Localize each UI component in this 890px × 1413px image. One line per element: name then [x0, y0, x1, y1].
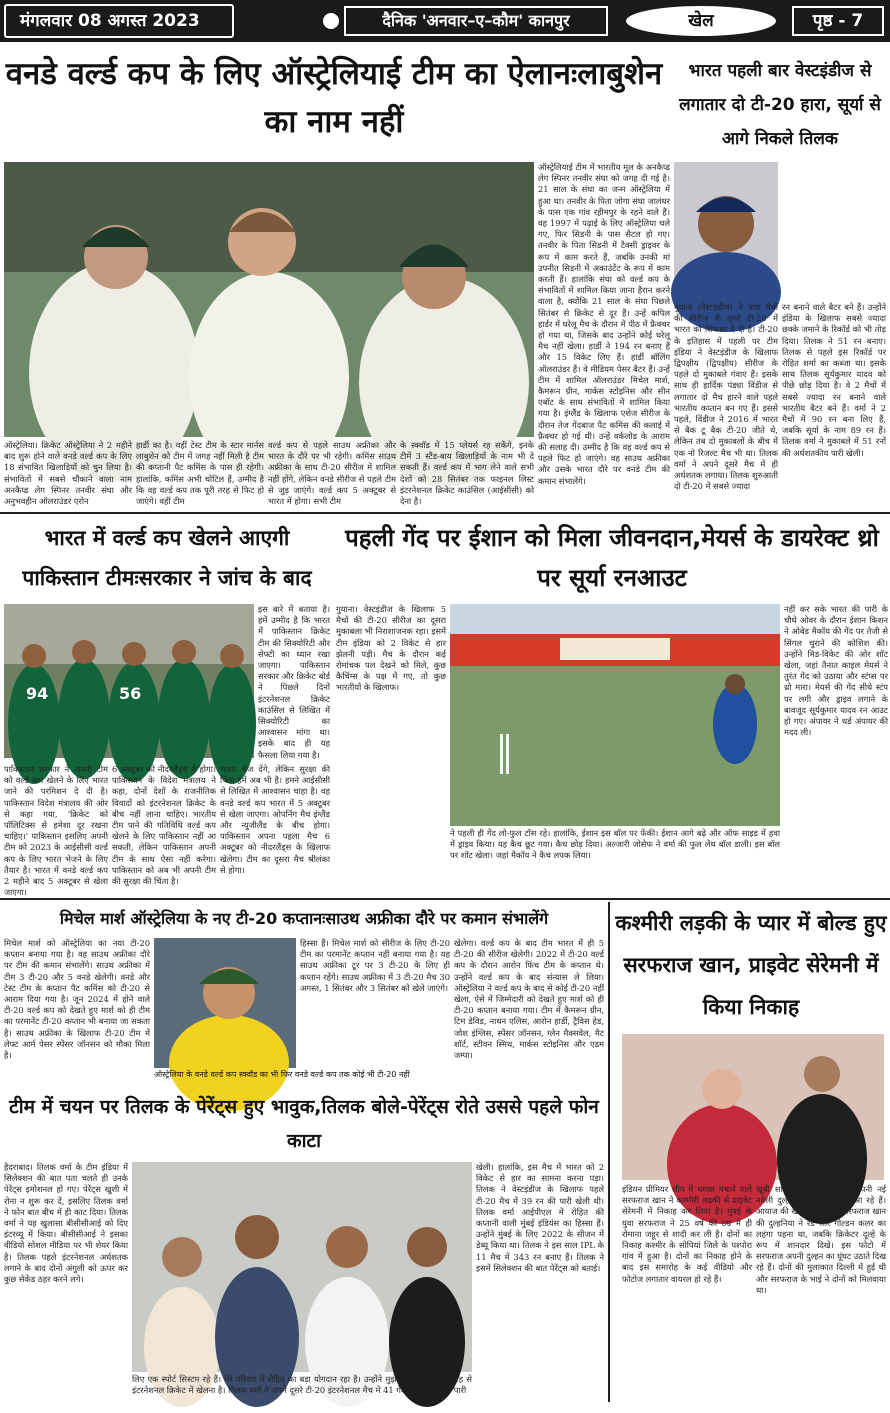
story7-under: लिए एक स्पोर्ट सिस्टम रहे हैं। मेरे परिवार में रोहित का बड़ा योगदान रहा है। उन्होंने मुझे बताया कि किस तरह से इंटरनेशनल क्रिकेट में खेलना है। तिलक वर्मा ने अपने दूसरे टी-20 इंटरनेशनल मैच में 41 गेंद पर 51 रन की पारी: [132, 1374, 472, 1396]
tilak-family-photo: [132, 1162, 472, 1372]
story2-headline: भारत पहली बार वेस्टइंडीज से लगातार दो टी-20 हारा, सूर्या से आगे निकले तिलक: [679, 61, 881, 149]
story4-col-right: नहीं कर सके भारत की पारी के चौथे ओवर के दौरान ईशान किशन ने ओबेड मैकॉय की गेंद पर तेजी से सिंगल चुराने की कोशिश की। उन्होंने मिड-विकेट की ओर शॉट खेला, जहां तैनात काइल मेयर्स ने तुरंत गेंद को उठाया और स्टंप्स पर थ्रो मारा। मेयर्स की गेंद सीधे स्टंप पर लगी और ड्राइव लगाने के बावजूद सूर्यकुमार यादव रन आउट हो गए। अंपायर ने थर्ड अंपायर की मदद ली।: [784, 604, 888, 738]
runout-photo: [450, 604, 780, 826]
story6-col-1: इंडियन प्रीमियर लीग में धमाल मचाने वाले सरफराज खान ने कश्मीरी लड़की से प्राइवेट सेरेमनी में निकाह कर लिया है। मुंबई के युवा सरफराज ने 25 वर्ष की उम्र में ही रोमाना जहूर से शादी कर ली है। दोनों का निकाह कश्मीर के सोपियां जिले के पश्पोरा गांव में हुआ है। दोनों का निकाह होने के बाद इस समारोह के कई वीडियो और फोटोज लगातार वायरल हो रहे हैं।: [622, 1184, 752, 1284]
story3-col-1: पाकिस्तान सरकार ने अपनी टीम को वर्ल्ड कप खेलने के लिए भारत जाने की परमिशन दे दी है। पाकिस्तान विदेश मंत्रालय की ओर से कहा गया, 'क्रिकेट को पॉलिटिक्स से हमेशा दूर रखना चाहिए।' पाकिस्तान इसलिए अपनी टीम को 2023 के आईसीसी वर्ल्ड कप के लिए भारत भेजने के लिए तैयार है। भारत में वनडे वर्ल्ड कप 2 महीने बाद 5 अक्टूबर से खेला जाएगा।: [4, 764, 108, 898]
story6-col-2: खूबी साझा की है। इसमें वो अपनी नई नवेली दुल्हनिया के साथ नजर आ रहे हैं। आयाज की खबर के अनुसार सरफराज खान की दुल्हनिया ने रेड और गोल्डन कलर का लहंगा पहना था, जबकि क्रिकेटर दूल्हे के रूप में शानदार दिखे। इस फोटो में सरफराज अपनी दुल्हन का घूंघट उठाते दिख रहे हैं। दोनों की मुलाकात दिल्ली में हुई थी और सरफराज के भाई ने दोनों को मिलवाया था।: [756, 1184, 886, 1295]
story4-under: ने पहली ही गेंद लो-फुल टॉस रहे। हालांकि, ईशान इस बॉल पर फेंकी। ईशान आगे बढ़े और ऑफ साइड में हवा में ड्राइव किया। यह कैच छूट गया। कैच छोड़ दिया। अल्जारी जोसेफ ने वर्मा की फुल लेंथ बॉल डाली। इस बॉल पर शॉट खेला। जहां मैकॉय ने कैच लपक लिया।: [450, 828, 780, 861]
tilak-photo: [674, 162, 778, 300]
story7-headline: टीम में चयन पर तिलक के पेरेंट्स हुए भावुक,तिलक बोले-पेरेंट्स रोते उससे पहले फोन काटा: [9, 1096, 599, 1152]
divider: [0, 512, 890, 514]
story1-col-4: के स्क्वॉड में 15 प्लेयर्स रह सकेंगे, इनके टीमें 3 स्टैंड-बाय खिलाड़ियों के नाम भी दे सकती हैं। वर्ल्ड कप में भाग लेने वाले सभी देशों को 28 सितंबर तक फाइनल लिस्ट इंटरनेशनल क्रिकेट काउंसिल (आईसीसी) को देना है।: [400, 440, 534, 507]
story1-headline: वनडे वर्ल्ड कप के लिए ऑस्ट्रेलियाई टीम का ऐलानःलाबुशेन का नाम नहीं: [5, 56, 663, 140]
divider: [0, 898, 890, 900]
divider: [608, 902, 610, 1402]
page-number: पृष्ठ - 7: [792, 6, 884, 36]
story3-col-4: गुयाना। वेस्टइंडीज के खिलाफ 5 मैचों की टी-20 सीरीज का दूसरा मुकाबला भी निराशाजनक रहा। इसमें टीम इंडिया को 2 विकेट से हार झेलनी पड़ी। मैच के दौरान कई रोमांचक पल देखने को मिले, कुछ कैचिंग्स के पक्ष में गए, तो कुछ भारतीयों के खिलाफ।: [336, 604, 446, 693]
svg-text:94: 94: [26, 684, 49, 703]
bullet-dot-icon: [323, 13, 339, 29]
section-name: खेल: [626, 6, 776, 36]
australia-team-photo: [4, 162, 534, 437]
story2-col-1: गुयाना (वेस्टइंडीज) ने पांच मैचों की सीरीज के दूसरे टी-20 में भारत को शिकस्त दे दी है। टी-20 के इतिहास में पहली पर टीम इंडिया ने वेस्टइंडीज के खिलाफ द्विपक्षीय (द्विपक्षीय) सीरीज के पहले दो मुकाबले गंवाए हैं। इसके साथ ही हार्दिक पंड्या विंडीज से लगातार दो मैच हारने वाले पहले भारतीय कप्तान बन गए हैं। इससे पहले, विंडीज ने 2016 में भारत से बैक टू बैक टी-20 जीते थे, लेकिन तब दो मुकाबलों के बीच में एक नो रिजल्ट मैच भी था। तिलक वर्मा ने अपने दूसरे मैच में ही अर्धशतक लगाया। तिलक शुरुआती दो टी-20 में सबसे ज्यादा: [674, 302, 778, 492]
story5-col-2: हिस्सा हैं। मिचेल मार्श को सीरीज के लिए टी-20 टीम का परमानेंट कप्तान नहीं बनाया गया है। यह साउथ अफ्रीका टूर पर 3 टी-20 के लिए ही कप्तान रहेंगे। साउथ अफ्रीका में 3 टी-20 मैच 30 अगस्त, 1 सितंबर और 3 सितंबर को खेले जाएंगे।: [300, 938, 450, 993]
newspaper-name: दैनिक 'अनवार–ए–कौम' कानपुर: [344, 6, 608, 36]
pakistan-team-photo: [4, 604, 254, 758]
masthead-bar: [0, 0, 890, 42]
story1-col-1: ऑस्ट्रेलिया। क्रिकेट ऑस्ट्रेलिया ने 2 महीने बाद शुरू होने वाले वनडे वर्ल्ड कप के लिए 18 संभावित खिलाड़ियों को चुन लिया है। संभावितों में सबसे चौंकाने वाला नाम अनकैप्ड लेग स्पिनर तनवीर संघा और अनुभवहीन ऑलराउंडर एरोन: [4, 440, 132, 507]
story7-col-1: हैदराबाद। तिलक वर्मा के टीम इंडिया में सिलेक्शन की बात पता चलते ही उनके पेरेंट्स इमोशनल हो गए। पेरेंट्स खुशी में रोना न शुरू कर दें, इसलिए तिलक वर्मा ने फोन बात बीच में ही काट दिया। तिलक वर्मा ने यह खुलासा बीसीसीआई को दिए इंटरव्यू में किया। बीसीसीआई ने इसका वीडियो सोशल मीडिया पर भी शेयर किया है। तिलक पहले इंटरनेशनल अर्धशतक लगाने के बाद दोनों अंगुली को ऊपर कर कुछ सेकेंड ठहर करने लगे।: [4, 1162, 128, 1285]
story5-col-1: मिचेल मार्श को ऑस्ट्रेलिया का नया टी-20 कप्तान बनाया गया है। वह साउथ अफ्रीका दौरे पर टीम की कमान संभालेंगे। साउथ अफ्रीका में टीम 3 टी-20 और 5 वनडे खेलेगी। वनडे और टेस्ट टीम के कप्तान पैट कमिंस को टी-20 से आराम दिया गया है। जून 2024 में होने वाले टी-20 वर्ल्ड कप को देखते हुए मार्श को ही टीम का परमानेंट टी-20 कप्तान भी बनाया जा सकता है। साउथ अफ्रीका के खिलाफ टी-20 टीम में लेफ्ट आर्म पेसर स्पेंसर जॉनसन को मौका मिला है।: [4, 938, 150, 1061]
story1-body-right: ऑस्ट्रेलियाई टीम में भारतीय मूल के अनकैप्ड लेग स्पिनर तनवीर संघा को जगह दी गई है। 21 साल के संघा का जन्म ऑस्ट्रेलिया में हुआ था। तनवीर के पिता जोगा संघा जालंधर के पास एक गांव रहीमपुर के रहने वाले हैं। वह 1997 में पढ़ाई के लिए ऑस्ट्रेलिया चले गए, फिर सिडनी के पास सैटल हो गए। तनवीर के पिता सिडनी में टैक्सी ड्राइवर के रूप में काम करते हैं, जबकि उनकी मां उपनीत सिडनी में अकाउंटेंट के रूप में काम करती हैं। हालांकि संघा को वर्ल्ड कप के संभावितों में शामिल किया जाना हैरान करने वाला है, क्योंकि 21 साल के संघा पिछले सितंबर से क्रिकेट से दूर हैं। उन्हें कपिल हार्डर में घरेलू मैच के दौरान में पीठ में फ्रैक्चर हो गया था, जिसके बाद उन्होंने कोई घरेलू मैच नहीं खेला। हार्डी ने 194 रन बनाए हैं और 15 विकेट लिए हैं। हार्डी बॉलिंग ऑलराउंडर हैं। वे मीडियम पेसर बैटर हैं। उन्हें टीम में शामिल ऑलराउंडर मिचेल मार्श, कैमरून ग्रीन, मार्कस स्टोइनिस और सीन एबॉट के साथ संभावितों में शामिल किया गया है। इंग्लैंड के खिलाफ एशेज सीरीज के दौरान तेज गेंदबाज पैट कमिंस की कलाई में फ्रैक्चर हो गई थी। उन्हें वर्कलोड के आराम की सलाह दी। उम्मीद है कि वह वर्ल्ड कप से पहले फिट हो जाएंगे। वह साउथ अफ्रीका और उसके भारत दौरे पर वनडे टीम की कमान संभालेंगे।: [538, 162, 670, 486]
story1-col-2: हार्डी का है। वहीं टेस्ट टीम के स्टार मार्नस लाबुशेन को टीम में जगह नहीं मिली है टीम की कप्तानी पैट कमिंस के पास ही रहेगी। हालांकि, कमिंस अभी चोटिल हैं, उम्मीद है कि वह वर्ल्ड कप तक पूरी तरह से फिट हो जाएंगे। वहीं टीम: [136, 440, 264, 507]
story4-headline: पहली गेंद पर ईशान को मिला जीवनदान,मेयर्स के डायरेक्ट थ्रो पर सूर्या रनआउट: [345, 524, 879, 592]
story5-headline: मिचेल मार्श ऑस्ट्रेलिया के नए टी-20 कप्तानःसाउथ अफ्रीका दौरे पर कमान संभालेंगे: [59, 909, 549, 928]
story3-col-2: 6 अक्टूबर को नीदरलैंड्स से होगा। पाकिस्तान के विदेश मंत्रालय ने कहा, दोनों देशों के राजनीतिक विवादों को इंटरनेशनल क्रिकेट के बीच नहीं लाना चाहिए। भारतीय टीम पाने की गतिविधि वर्ल्ड कप खेलने के लिए पाकिस्तान नहीं आ सकती, लेकिन पाकिस्तान अपनी टीम के साथ ऐसा नहीं करेगा। पाकिस्तान को अब भी अपनी टीम की सुरक्षा की चिंता है।: [112, 764, 216, 887]
marsh-photo: [154, 938, 296, 1068]
story7-col-2: खेली। हालांकि, इस मैच में भारत को 2 विकेट से हार का सामना करना पड़ा। तिलक ने वेस्टइंडीज के खिलाफ पहले टी-20 मैच में 39 रन की पारी खेली थी। तिलक वर्मा आईपीएल में रोहित की कप्तानी वाली मुंबई इंडियंस का हिस्सा हैं। उन्होंने मुंबई के लिए 2022 के सीजन में डेब्यू किया था। तिलक ने इस साल IPL के 11 मैच में 343 रन बनाए हैं। तिलक ने इसमें सिलेक्शन की बात पेरेंट्स को बताई।: [476, 1162, 604, 1273]
story1-col-3: वर्ल्ड कप से पहले साउथ अफ्रीका और भारत के दौरे पर भी रहेगी। कमिंस साउथ अफ्रीका के साथ टी-20 सीरीज में शामिल नहीं होंगे, लेकिन वनडे सीरीज से पहले टीम से जुड़ जाएंगे। वर्ल्ड कप 5 अक्टूबर से भारत में होगा। सभी टीम: [268, 440, 396, 507]
svg-text:56: 56: [119, 684, 142, 703]
sarfaraz-wedding-photo: [622, 1034, 884, 1180]
story3-col-3: भारत भेज देंगे, लेकिन सुरक्षा की चिंता हमें अब भी है। हमने आईसीसी से लिखित में आश्वासन चाहा है। वह वनडे वर्ल्ड कप भारत में 5 अक्टूबर से खेला जाएगा। ओपनिंग मैच इंग्लैंड और न्यूजीलैंड के बीच होगा। पाकिस्तान अपना पहला मैच 6 अक्टूबर को नीदरलैंड्स के खिलाफ खेलेगा। टीम का दूसरा मैच श्रीलंका से होगा।: [220, 764, 330, 875]
story3-headline: भारत में वर्ल्ड कप खेलने आएगी पाकिस्तान टीमःसरकार ने जांच के बाद: [22, 526, 312, 590]
issue-date: मंगलवार 08 अगस्त 2023: [4, 4, 234, 38]
story5-caption: ऑस्ट्रेलिया के वनडे वर्ल्ड कप स्क्वॉड का भी फिर वनडे वर्ल्ड कप तक कोई भी टी-20 नहीं: [154, 1070, 410, 1079]
story5-col-3: खेलेगा। वर्ल्ड कप के बाद टीम भारत में ही 5 टी-20 की सीरीज खेलेगी। 2022 में टी-20 वर्ल्ड कप के दौरान आरोन फिंच टीम के कप्तान थे। उन्होंने वर्ल्ड कप के बाद संन्यास ले लिया। ऑस्ट्रेलिया ने वर्ल्ड कप के बाद से कोई टी-20 नहीं खेला, ऐसे में जिम्मेदारी को देखते हुए मार्श को ही टी-20 कप्तान बनाया गया। टीम में कैमरून ग्रीन, टिम डेविड, नाथन एलिस, आरोन हार्डी, ट्रैविस हेड, जोश इंग्लिस, स्पेंसर जॉनसन, ग्लेन मैक्सवेल, मैट शॉर्ट, स्टीवन स्मिथ, मार्कस स्टोइनिस और एडम जम्पा।: [454, 938, 604, 1061]
story2-col-2: रन बनाने वाले बैटर बने हैं। उन्होंने इंडिया के खिलाफ सबसे ज्यादा छक्के जमाने के रिकॉर्ड को भी तोड़ दिया। तिलक ने 51 रन बनाए। तिलक से पहले इस रिकॉर्ड पर रोहित शर्मा का कब्जा था। इसके साथ तिलक सूर्यकुमार यादव को पीछे छोड़ दिया है। वे 2 मैचों में सबसे ज्यादा रन बनाने वाले भारतीय बैटर बने हैं। वर्मा ने 2 मैचों में 90 रन बना लिए हैं, जबकि सूर्या के नाम 89 रन हैं। तिलक वर्मा ने मुकाबले में 51 रनों की अर्धशतकीय पारी खेली।: [782, 302, 886, 458]
story6-headline: कश्मीरी लड़की के प्यार में बोल्ड हुए सरफराज खान, प्राइवेट सेरेमनी में किया निकाह: [615, 911, 887, 1019]
story3-side: इस बारे में बताया है। हमें उम्मीद है कि भारत में पाकिस्तान क्रिकेट टीम की सिक्योरिटी और सेफ्टी का ध्यान रखा जाएगा। पाकिस्तान सरकार और क्रिकेट बोर्ड ने पिछले दिनों इंटरनेशनल क्रिकेट काउंसिल से लिखित में सिक्योरिटी का आश्वासन मांगा था। इसके बाद ही यह फैसला लिया गया है।: [258, 604, 330, 760]
